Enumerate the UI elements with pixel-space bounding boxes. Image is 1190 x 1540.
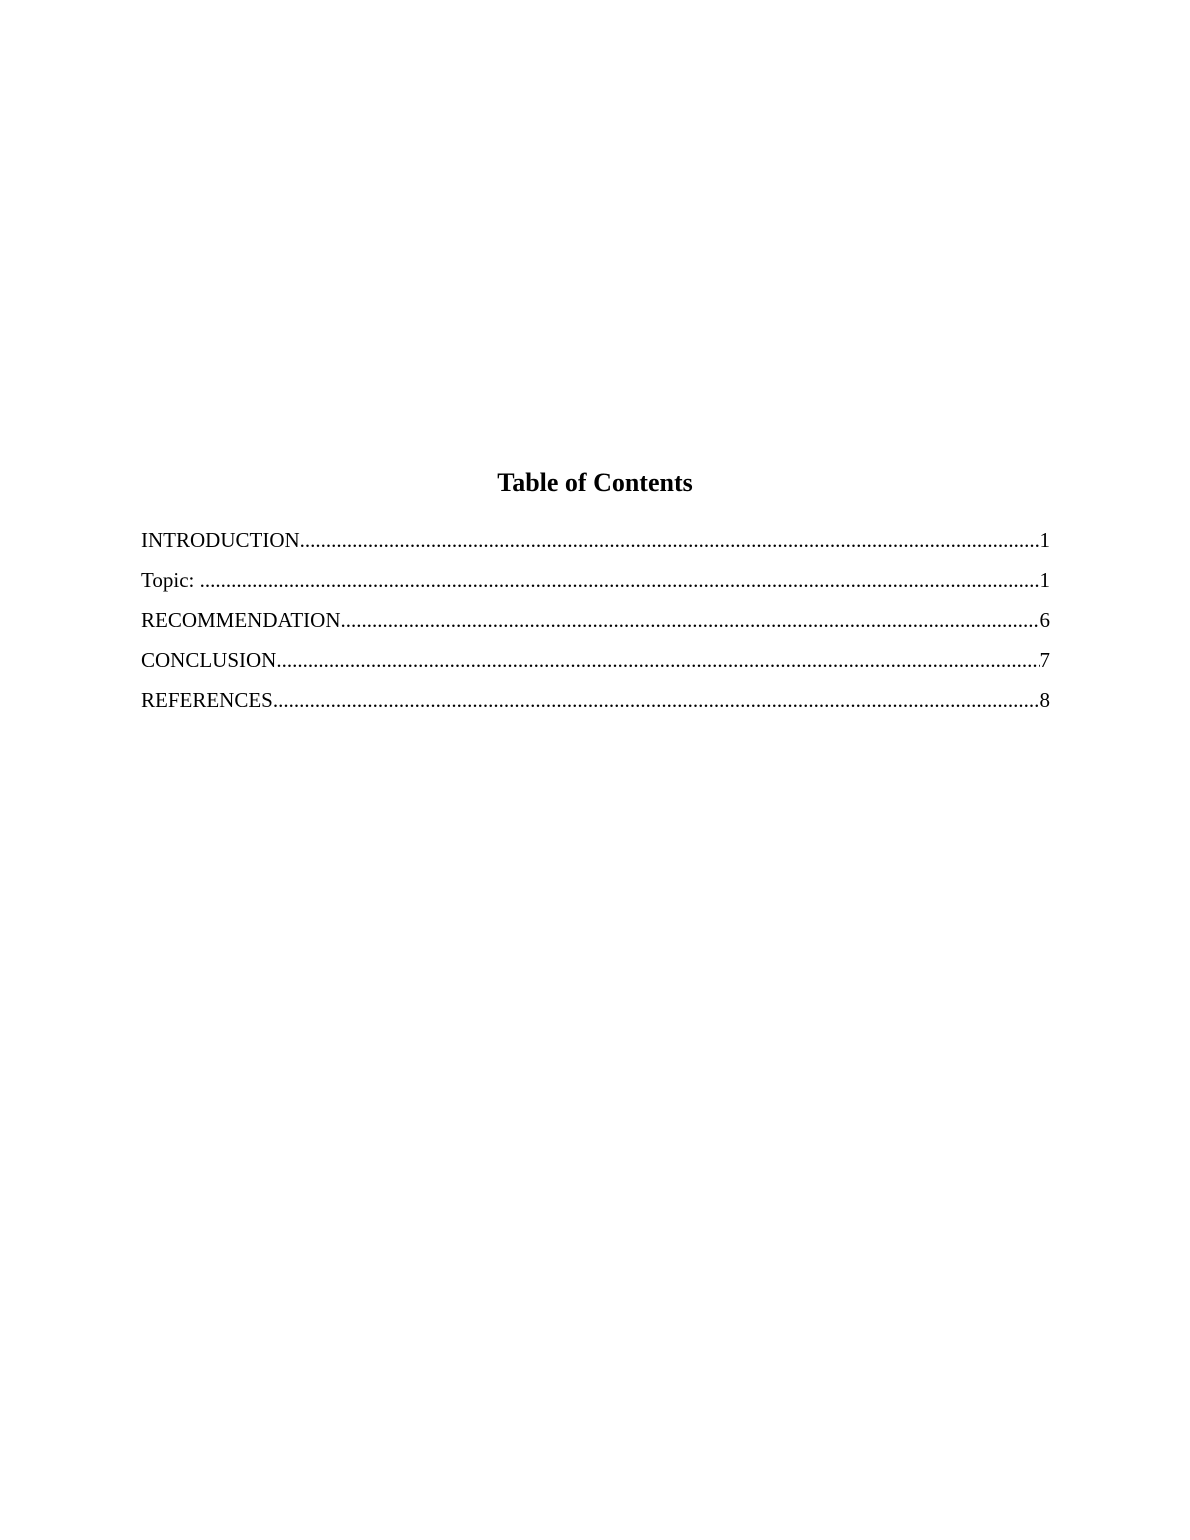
- toc-title: Table of Contents: [497, 468, 693, 497]
- toc-leader-dots: [300, 524, 1040, 556]
- toc-leader-dots: [273, 684, 1040, 716]
- toc-entry-topic[interactable]: [141, 564, 1050, 604]
- toc-entry-references[interactable]: [141, 684, 1050, 724]
- toc-leader-dots: [276, 644, 1039, 676]
- toc-entry-label: INTRODUCTION: [141, 528, 300, 552]
- toc-leader-dots: [341, 604, 1040, 636]
- toc-entry-label: REFERENCES: [141, 688, 273, 712]
- toc-entry-conclusion[interactable]: [141, 644, 1050, 684]
- toc-entry-label: Topic:: [141, 568, 200, 592]
- toc-entry-page-number: 6: [1039, 608, 1050, 632]
- toc-leader-dots: [200, 564, 1040, 596]
- toc-entry-page-number: 1: [1039, 528, 1050, 552]
- toc-entry-introduction[interactable]: [141, 524, 1050, 564]
- toc-entry-page-number: 7: [1039, 648, 1050, 672]
- toc-entry-page-number: 8: [1039, 688, 1050, 712]
- toc-list: [141, 524, 1050, 724]
- toc-entry-label: CONCLUSION: [141, 648, 277, 672]
- toc-entry-page-number: 1: [1039, 568, 1050, 592]
- toc-entry-label: RECOMMENDATION: [141, 608, 341, 632]
- toc-entry-recommendation[interactable]: [141, 604, 1050, 644]
